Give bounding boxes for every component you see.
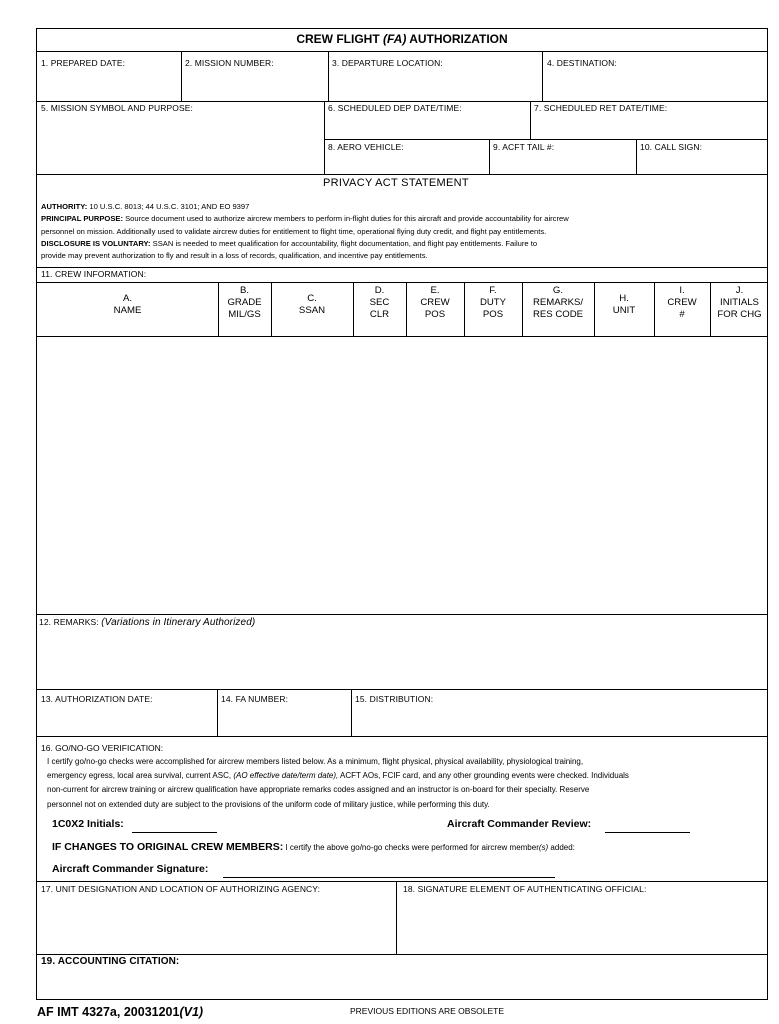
crew-col-unit: H. UNIT — [612, 293, 636, 316]
divider — [324, 139, 767, 140]
crew-information-label: 11. CREW INFORMATION: — [41, 269, 147, 279]
divider — [324, 101, 325, 174]
gonogo-label: 16. GO/NO-GO VERIFICATION: — [41, 743, 164, 753]
form-title: CREW FLIGHT (FA) AUTHORIZATION — [296, 32, 508, 46]
divider — [37, 614, 767, 615]
initials-label: 1C0X2 Initials: — [52, 818, 124, 830]
privacy-act-heading: PRIVACY ACT STATEMENT — [323, 177, 469, 189]
signature-element-field[interactable]: 18. SIGNATURE ELEMENT OF AUTHENTICATING OFFICIAL: — [403, 884, 647, 894]
authorization-date-field[interactable]: 13. AUTHORIZATION DATE: — [41, 694, 153, 704]
crew-col-remarks: G. REMARKS/ RES CODE — [532, 285, 584, 320]
scheduled-ret-field[interactable]: 7. SCHEDULED RET DATE/TIME: — [534, 103, 668, 113]
divider — [181, 51, 182, 101]
commander-signature-label: Aircraft Commander Signature: — [52, 863, 209, 875]
distribution-field[interactable]: 15. DISTRIBUTION: — [355, 694, 434, 704]
crew-col-grade: B. GRADE MIL/GS — [227, 285, 262, 320]
commander-review-line[interactable] — [605, 832, 690, 833]
divider — [37, 881, 767, 882]
unit-designation-field[interactable]: 17. UNIT DESIGNATION AND LOCATION OF AUTHORIZING AGENCY: — [41, 884, 321, 894]
obsolete-notice: PREVIOUS EDITIONS ARE OBSOLETE — [350, 1006, 504, 1016]
divider — [37, 282, 767, 283]
divider — [530, 101, 531, 139]
commander-signature-line[interactable] — [223, 877, 555, 878]
crew-entry-area[interactable] — [37, 336, 767, 614]
crew-col-crew-pos: E. CREW POS — [420, 285, 450, 320]
crew-col-name: A. NAME — [113, 293, 142, 316]
mission-symbol-purpose-field[interactable]: 5. MISSION SYMBOL AND PURPOSE: — [41, 103, 193, 113]
privacy-act-statement: AUTHORITY: 10 U.S.C. 8013; 44 U.S.C. 3101; AND EO 9397 PRINCIPAL PURPOSE: Source document used to authorize aircrew members to perform in-flight duties for this aircraft and provide accountability for aircrew personnel on mission. Additionally used to validate aircrew duties for entitlement to flight time, operational flying duty credit, and flight pay entitlements. DISCLOSURE IS VOLUNTARY: SSAN is needed to meet qualification for accountability, flight documentation, and flight pay entitlements. Failure to provide may prevent authorization to fly and result in a loss of records, qualification, and incentive pay entitlements. — [41, 202, 569, 261]
mission-number-field[interactable]: 2. MISSION NUMBER: — [185, 58, 274, 68]
accounting-citation-field[interactable]: 19. ACCOUNTING CITATION: — [41, 956, 180, 967]
divider — [37, 267, 767, 268]
divider — [351, 689, 352, 736]
form-identifier: AF IMT 4327a, 20031201(V1) — [37, 1005, 204, 1019]
crew-col-initials: J. INITIALS FOR CHG — [717, 285, 762, 320]
crew-flight-authorization-form — [36, 28, 768, 1000]
crew-col-crew-number: I. CREW # — [667, 285, 697, 320]
fa-number-field[interactable]: 14. FA NUMBER: — [221, 694, 289, 704]
divider — [37, 689, 767, 690]
divider — [328, 51, 329, 101]
call-sign-field[interactable]: 10. CALL SIGN: — [640, 142, 703, 152]
divider — [489, 139, 490, 174]
divider — [37, 736, 767, 737]
divider — [396, 881, 397, 954]
crew-col-duty-pos: F. DUTY POS — [479, 285, 507, 320]
departure-location-field[interactable]: 3. DEPARTURE LOCATION: — [332, 58, 443, 68]
divider — [37, 174, 767, 175]
divider — [37, 101, 767, 102]
commander-review-label: Aircraft Commander Review: — [447, 818, 592, 830]
acft-tail-field[interactable]: 9. ACFT TAIL #: — [493, 142, 555, 152]
remarks-field[interactable]: 12. REMARKS: (Variations in Itinerary Authorized) — [39, 617, 256, 628]
divider — [37, 954, 767, 955]
prepared-date-field[interactable]: 1. PREPARED DATE: — [41, 58, 126, 68]
changes-statement: IF CHANGES TO ORIGINAL CREW MEMBERS: I certify the above go/no-go checks were performed for aircrew member(s) added: — [52, 841, 575, 853]
destination-field[interactable]: 4. DESTINATION: — [547, 58, 617, 68]
scheduled-dep-field[interactable]: 6. SCHEDULED DEP DATE/TIME: — [328, 103, 462, 113]
divider — [636, 139, 637, 174]
crew-col-sec-clr: D. SEC CLR — [369, 285, 390, 320]
initials-line[interactable] — [132, 832, 217, 833]
gonogo-statement: I certify go/no-go checks were accomplished for aircrew members listed below. As a minimum, flight physical, physical availability, physiological training, emergency egress, local area survival, current ASC, (AO effective date/term date), ACFT AOs, FCIF card, and any other grounding events were checked. Individuals non-current for aircrew training or aircrew qualification have appropriate remarks codes assigned and an instructor is on-board for their specialty. Reserve personnel not on extended duty are subject to the provisions of the uniform code of military justice, while performing this duty. — [47, 757, 629, 809]
aero-vehicle-field[interactable]: 8. AERO VEHICLE: — [328, 142, 404, 152]
divider — [542, 51, 543, 101]
divider — [217, 689, 218, 736]
divider — [37, 51, 767, 52]
crew-col-ssan: C. SSAN — [298, 293, 326, 316]
